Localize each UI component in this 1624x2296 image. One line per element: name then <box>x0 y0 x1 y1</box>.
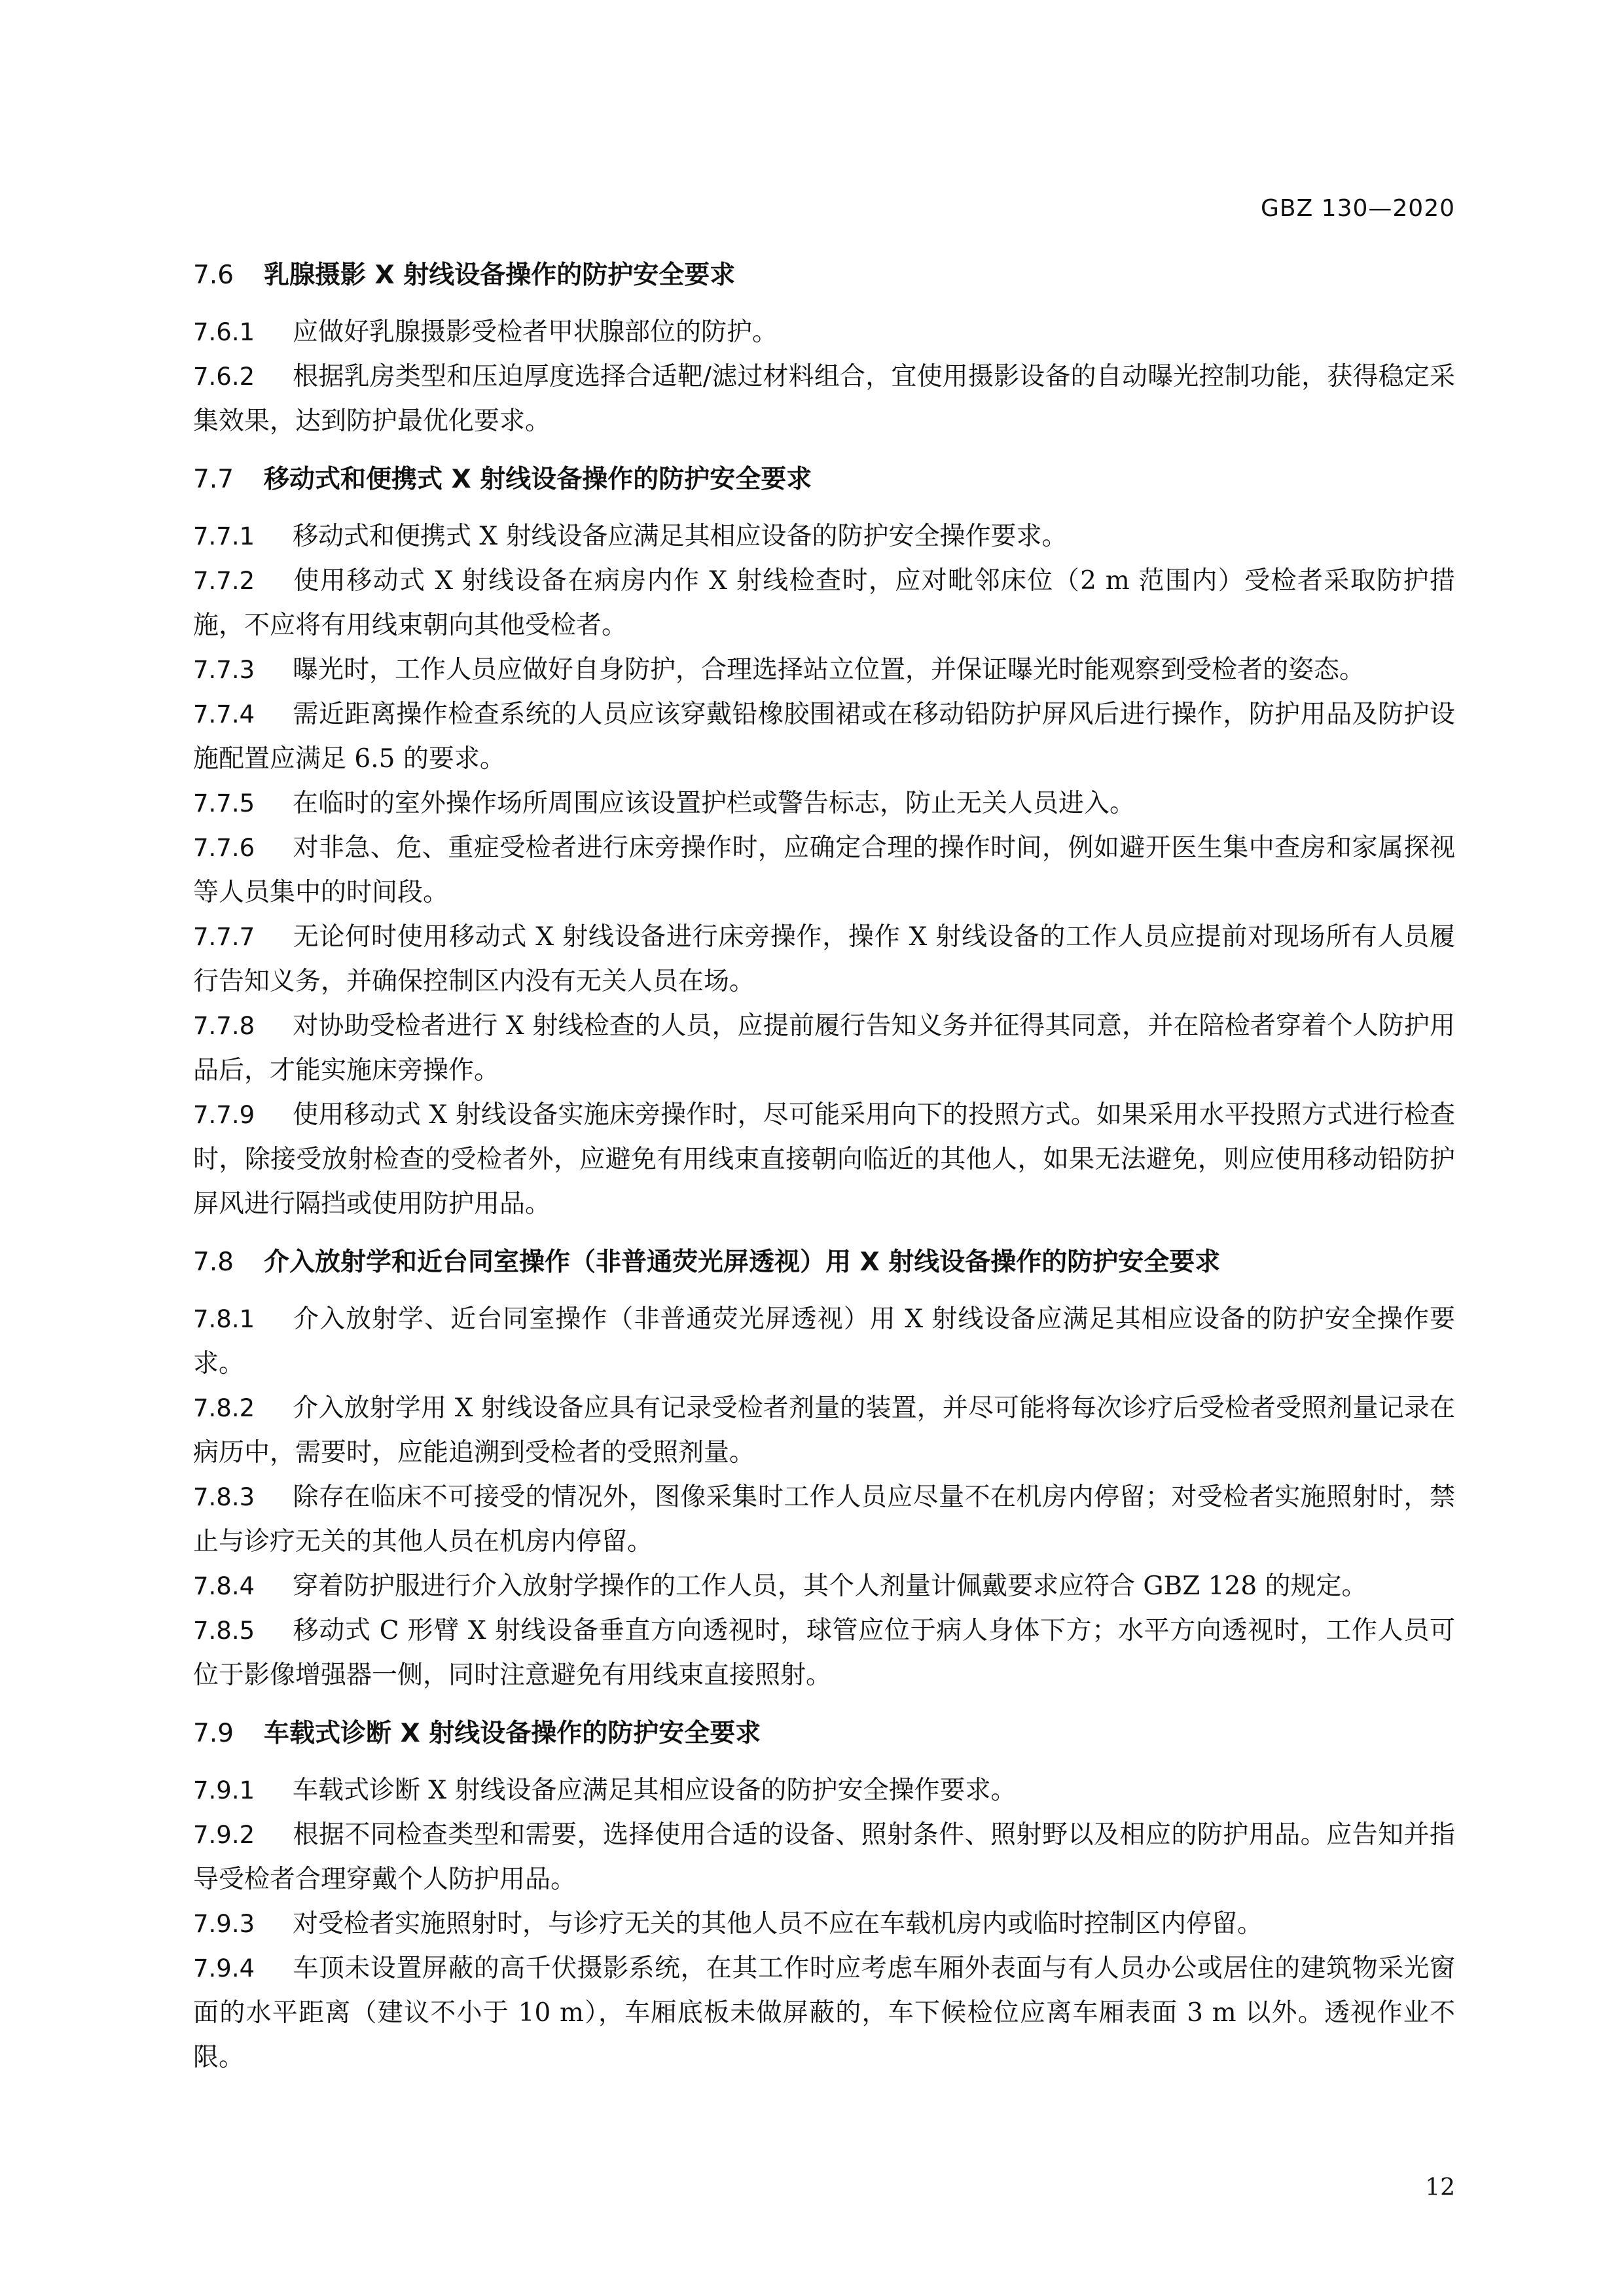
clause-text: 移动式 C 形臂 X 射线设备垂直方向透视时，球管应位于病人身体下方；水平方向透视时，工作人员可位于影像增强器一侧，同时注意避免有用线束直接照射。 <box>193 1616 1455 1690</box>
clause <box>193 1004 1455 1093</box>
clause-text: 介入放射学、近台同室操作（非普通荧光屏透视）用 X 射线设备应满足其相应设备的防护安全操作要求。 <box>193 1304 1455 1378</box>
clause-number: 7.8.5 <box>193 1617 255 1645</box>
section-title: 介入放射学和近台同室操作（非普通荧光屏透视）用 X 射线设备操作的防护安全要求 <box>264 1247 1221 1277</box>
section-heading <box>193 1713 1455 1754</box>
section-heading <box>193 255 1455 296</box>
clause-number: 7.7.4 <box>193 700 255 728</box>
clause-number: 7.7.3 <box>193 656 255 684</box>
clause-number: 7.7.7 <box>193 923 255 951</box>
clause-text: 介入放射学用 X 射线设备应具有记录受检者剂量的装置，并尽可能将每次诊疗后受检者受照剂量记录在病历中，需要时，应能追溯到受检者的受照剂量。 <box>193 1393 1455 1467</box>
clause-number: 7.8.1 <box>193 1305 255 1333</box>
section-number: 7.9 <box>193 1719 234 1748</box>
clause-number: 7.7.2 <box>193 567 255 595</box>
section-title: 移动式和便携式 X 射线设备操作的防护安全要求 <box>264 465 812 494</box>
clause-text: 无论何时使用移动式 X 射线设备进行床旁操作，操作 X 射线设备的工作人员应提前对现场所有人员履行告知义务，并确保控制区内没有无关人员在场。 <box>193 922 1455 996</box>
clause-text: 车顶未设置屏蔽的高千伏摄影系统，在其工作时应考虑车厢外表面与有人员办公或居住的建筑物采光窗面的水平距离（建议不小于 10 m），车厢底板未做屏蔽的，车下候检位应离车厢表面 3 m 以外。透视作业不限。 <box>193 1954 1455 2072</box>
clause-text: 使用移动式 X 射线设备在病房内作 X 射线检查时，应对毗邻床位（2 m 范围内）受检者采取防护措施，不应将有用线束朝向其他受检者。 <box>193 566 1455 640</box>
clause <box>193 1946 1455 2080</box>
clause-text: 对受检者实施照射时，与诊疗无关的其他人员不应在车载机房内或临时控制区内停留。 <box>293 1909 1263 1939</box>
clause <box>193 1609 1455 1698</box>
clause-number: 7.6.1 <box>193 318 255 346</box>
clause-text: 根据不同检查类型和需要，选择使用合适的设备、照射条件、照射野以及相应的防护用品。应告知并指导受检者合理穿戴个人防护用品。 <box>193 1820 1455 1894</box>
section-number: 7.7 <box>193 465 234 494</box>
clause-text: 曝光时，工作人员应做好自身防护，合理选择站立位置，并保证曝光时能观察到受检者的姿态。 <box>293 655 1365 685</box>
clause <box>193 1813 1455 1902</box>
page-number: 12 <box>1425 2174 1455 2201</box>
section-number: 7.8 <box>193 1247 234 1277</box>
section-title: 车载式诊断 X 射线设备操作的防护安全要求 <box>264 1719 761 1748</box>
clause-text: 使用移动式 X 射线设备实施床旁操作时，尽可能采用向下的投照方式。如果采用水平投照方式进行检查时，除接受放射检查的受检者外，应避免有用线束直接朝向临近的其他人，如果无法避免，则应使用移动铅防护屏风进行隔挡或使用防护用品。 <box>193 1100 1455 1219</box>
section-heading <box>193 459 1455 500</box>
clause <box>193 1297 1455 1386</box>
document-body <box>193 255 1455 2080</box>
clause-number: 7.9.1 <box>193 1776 255 1804</box>
clause-text: 除存在临床不可接受的情况外，图像采集时工作人员应尽量不在机房内停留；对受检者实施照射时，禁止与诊疗无关的其他人员在机房内停留。 <box>193 1482 1455 1556</box>
clause-number: 7.8.2 <box>193 1394 255 1422</box>
clause <box>193 1902 1455 1946</box>
clause-text: 移动式和便携式 X 射线设备应满足其相应设备的防护安全操作要求。 <box>293 522 1068 551</box>
clause <box>193 355 1455 444</box>
clause <box>193 781 1455 826</box>
clause-text: 对非急、危、重症受检者进行床旁操作时，应确定合理的操作时间，例如避开医生集中查房和家属探视等人员集中的时间段。 <box>193 833 1455 907</box>
clause-text: 对协助受检者进行 X 射线检查的人员，应提前履行告知义务并征得其同意，并在陪检者穿着个人防护用品后，才能实施床旁操作。 <box>193 1011 1455 1085</box>
clause-text: 需近距离操作检查系统的人员应该穿戴铅橡胶围裙或在移动铅防护屏风后进行操作，防护用品及防护设施配置应满足 6.5 的要求。 <box>193 700 1455 774</box>
clause-number: 7.9.4 <box>193 1954 255 1982</box>
clause <box>193 1475 1455 1564</box>
clause-number: 7.7.6 <box>193 834 255 862</box>
clause-number: 7.7.1 <box>193 522 255 550</box>
clause <box>193 514 1455 559</box>
clause <box>193 915 1455 1004</box>
section-heading <box>193 1242 1455 1283</box>
clause-text: 车载式诊断 X 射线设备应满足其相应设备的防护安全操作要求。 <box>293 1776 1017 1805</box>
clause <box>193 1093 1455 1227</box>
clause <box>193 1768 1455 1813</box>
clause <box>193 692 1455 781</box>
clause <box>193 310 1455 355</box>
clause-number: 7.9.3 <box>193 1910 255 1938</box>
clause-number: 7.6.2 <box>193 363 255 391</box>
clause-number: 7.8.4 <box>193 1572 255 1600</box>
clause-text: 在临时的室外操作场所周围应该设置护栏或警告标志，防止无关人员进入。 <box>293 789 1136 818</box>
clause-number: 7.8.3 <box>193 1483 255 1511</box>
clause-text: 应做好乳腺摄影受检者甲状腺部位的防护。 <box>293 317 778 347</box>
clause <box>193 826 1455 915</box>
clause <box>193 559 1455 648</box>
clause-number: 7.7.8 <box>193 1012 255 1040</box>
clause <box>193 1386 1455 1475</box>
section-title: 乳腺摄影 X 射线设备操作的防护安全要求 <box>264 260 736 290</box>
document-code: GBZ 130—2020 <box>1260 195 1455 222</box>
section-number: 7.6 <box>193 260 234 290</box>
clause <box>193 1564 1455 1609</box>
clause <box>193 648 1455 692</box>
clause-number: 7.9.2 <box>193 1821 255 1849</box>
clause-text: 穿着防护服进行介入放射学操作的工作人员，其个人剂量计佩戴要求应符合 GBZ 128 的规定。 <box>293 1571 1367 1601</box>
clause-number: 7.7.9 <box>193 1101 255 1129</box>
clause-number: 7.7.5 <box>193 789 255 817</box>
clause-text: 根据乳房类型和压迫厚度选择合适靶/滤过材料组合，宜使用摄影设备的自动曝光控制功能，获得稳定采集效果，达到防护最优化要求。 <box>193 362 1455 436</box>
